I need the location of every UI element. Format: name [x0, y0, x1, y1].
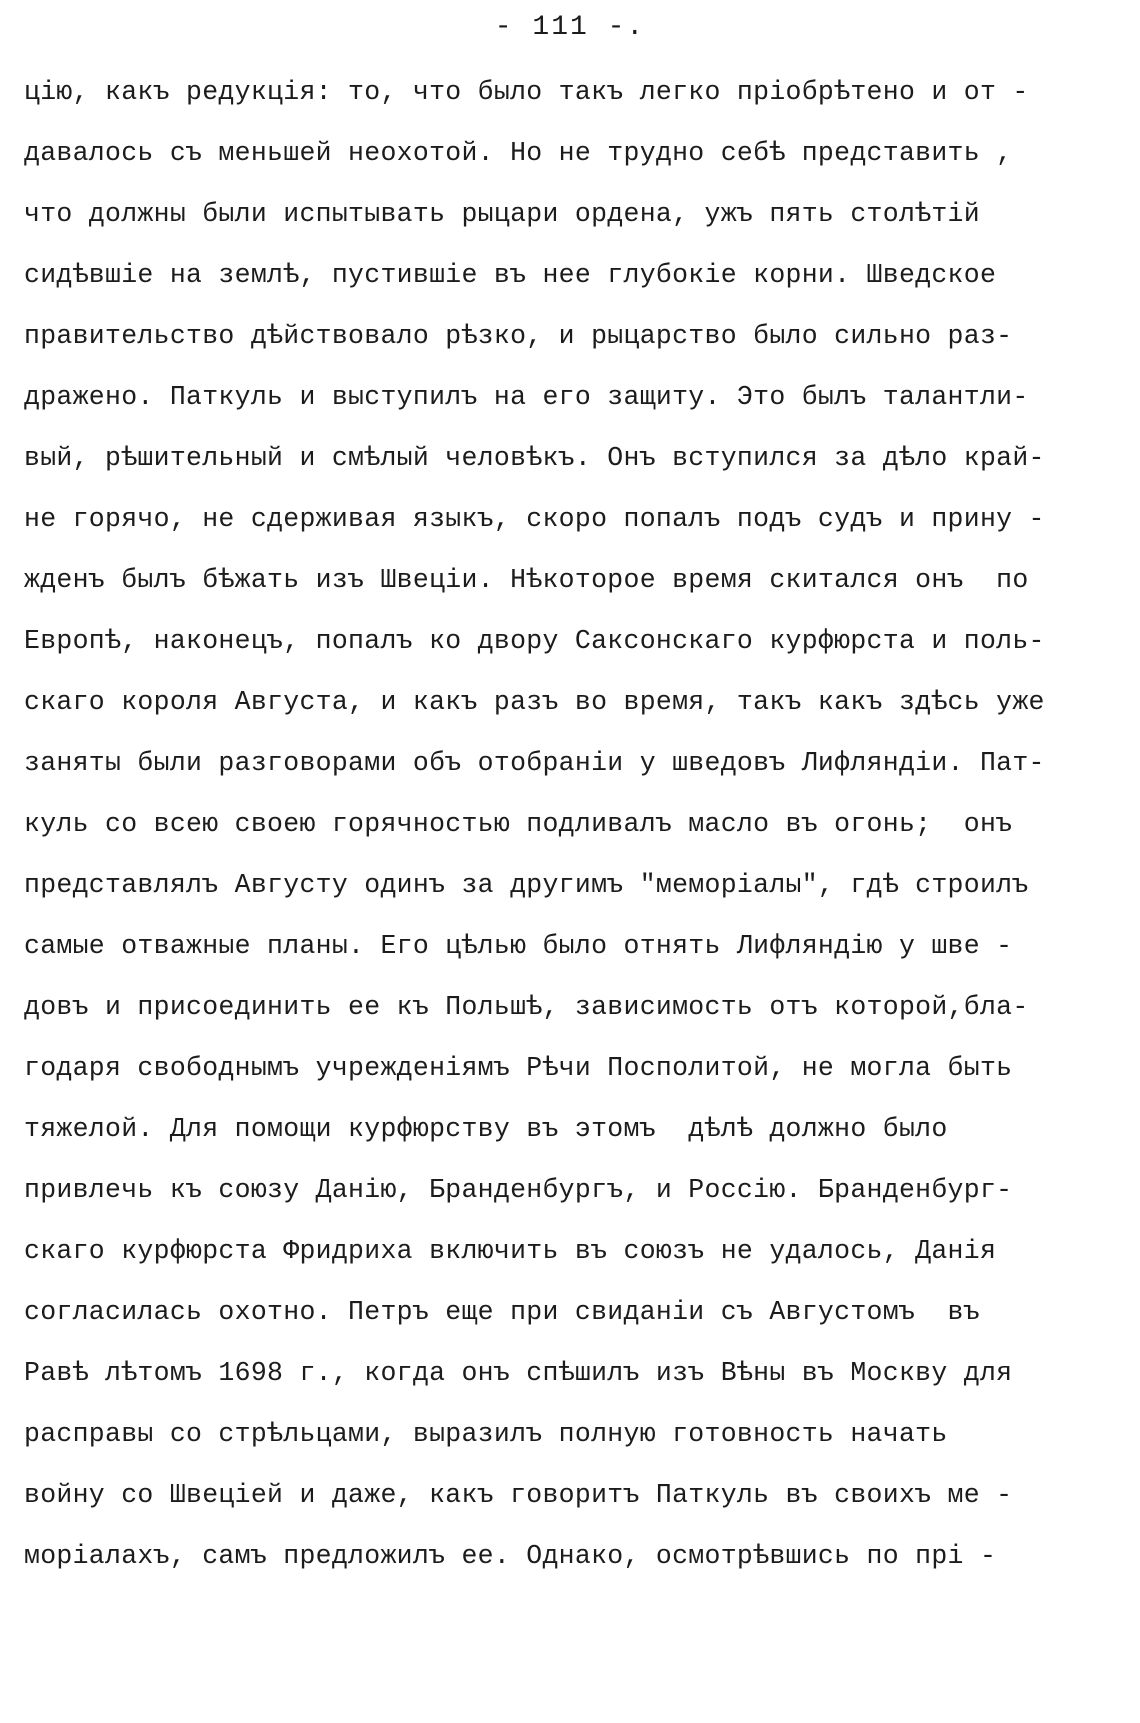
text-line: жденъ былъ бѣжать изъ Швеціи. Нѣкоторое время скитался онъ по — [24, 565, 1029, 595]
text-line: не горячо, не сдерживая языкъ, скоро попалъ подъ судъ и прину - — [24, 504, 1045, 534]
text-line: годаря свободнымъ учрежденіямъ Рѣчи Посполитой, не могла быть — [24, 1053, 1013, 1083]
text-line: тяжелой. Для помощи курфюрству въ этомъ дѣлѣ должно было — [24, 1114, 948, 1144]
text-line: что должны были испытывать рыцари ордена, ужъ пять столѣтій — [24, 199, 980, 229]
text-line: довъ и присоединить ее къ Польшѣ, зависимость отъ которой,бла- — [24, 992, 1029, 1022]
page-number: - 111 -. — [494, 12, 646, 43]
text-line: войну со Швеціей и даже, какъ говоритъ Паткуль въ своихъ ме - — [24, 1480, 1013, 1510]
text-line: привлечь къ союзу Данію, Бранденбургъ, и Россію. Бранденбург- — [24, 1175, 1013, 1205]
text-line: представлялъ Августу одинъ за другимъ "меморіалы", гдѣ строилъ — [24, 870, 1029, 900]
text-line: дражено. Паткуль и выступилъ на его защиту. Это былъ талантли- — [24, 382, 1029, 412]
text-line: давалось съ меньшей неохотой. Но не трудно себѣ представить , — [24, 138, 1013, 168]
text-line: сидѣвшіе на землѣ, пустившіе въ нее глубокіе корни. Шведское — [24, 260, 997, 290]
text-line: куль со всею своею горячностью подливалъ масло въ огонь; онъ — [24, 809, 1013, 839]
text-line: скаго курфюрста Фридриха включить въ союзъ не удалось, Данія — [24, 1236, 997, 1266]
text-line: вый, рѣшительный и смѣлый человѣкъ. Онъ вступился за дѣло край- — [24, 443, 1045, 473]
text-line: Европѣ, наконецъ, попалъ ко двору Саксонскаго курфюрста и поль- — [24, 626, 1045, 656]
text-line: расправы со стрѣльцами, выразилъ полную готовность начать — [24, 1419, 948, 1449]
text-line: Равѣ лѣтомъ 1698 г., когда онъ спѣшилъ изъ Вѣны въ Москву для — [24, 1358, 1013, 1388]
text-line: самые отважные планы. Его цѣлью было отнять Лифляндію у шве - — [24, 931, 1013, 961]
text-line: заняты были разговорами объ отобраніи у шведовъ Лифляндіи. Пат- — [24, 748, 1045, 778]
text-line: моріалахъ, самъ предложилъ ее. Однако, осмотрѣвшись по прі - — [24, 1541, 997, 1571]
text-line: цію, какъ редукція: то, что было такъ легко пріобрѣтено и от - — [24, 77, 1029, 107]
text-line: правительство дѣйствовало рѣзко, и рыцарство было сильно раз- — [24, 321, 1013, 351]
text-line: скаго короля Августа, и какъ разъ во время, такъ какъ здѣсь уже — [24, 687, 1045, 717]
text-line: согласилась охотно. Петръ еще при свиданіи съ Августомъ въ — [24, 1297, 980, 1327]
body-text — [24, 72, 1124, 1597]
